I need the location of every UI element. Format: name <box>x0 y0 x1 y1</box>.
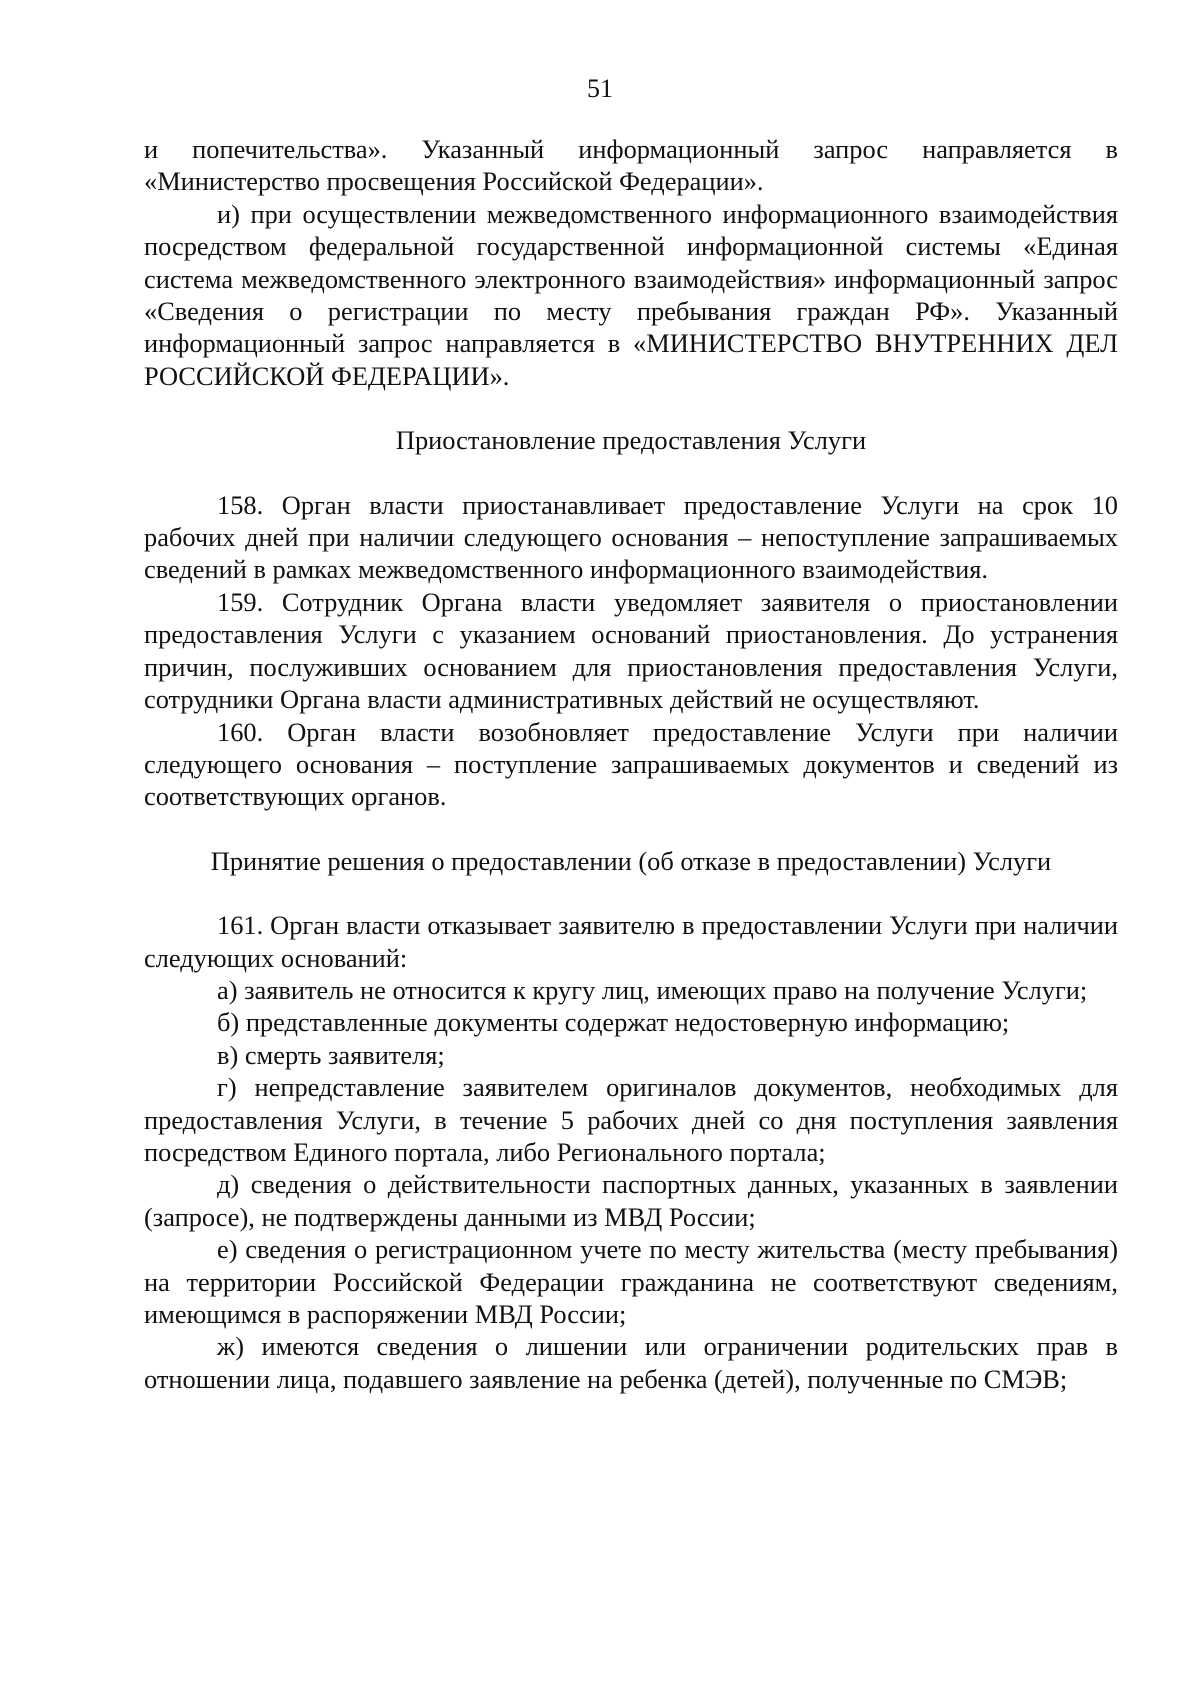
section-heading-decision: Принятие решения о предоставлении (об отказе в предоставлении) Услуги <box>210 845 1052 876</box>
section-heading-suspension: Приостановление предоставления Услуги <box>395 425 867 456</box>
document-body <box>144 133 1118 1395</box>
paragraph-159: 159. Сотрудник Органа власти уведомляет заявителя о приостановлении предоставления Услуги с указанием оснований приостановления. До устранения причин, послуживших основанием для приостановления предоставления Услуги, сотрудники Органа власти административных действий не осуществляют. <box>144 586 1118 715</box>
list-item-v: в) смерть заявителя; <box>217 1039 445 1070</box>
list-item-a: а) заявитель не относится к кругу лиц, имеющих право на получение Услуги; <box>217 974 1088 1005</box>
paragraph-item-i: и) при осуществлении межведомственного информационного взаимодействия посредством федеральной государственной информационной системы «Единая система межведомственного электронного взаимодействия» информационный запрос «Сведения о регистрации по месту пребывания граждан РФ». Указанный информационный запрос направляется в «МИНИСТЕРСТВО ВНУТРЕННИХ ДЕЛ РОССИЙСКОЙ ФЕДЕРАЦИИ». <box>144 198 1118 391</box>
paragraph-158: 158. Орган власти приостанавливает предоставление Услуги на срок 10 рабочих дней при наличии следующего основания – непоступление запрашиваемых сведений в рамках межведомственного информационного взаимодействия. <box>144 489 1118 585</box>
list-item-d: д) сведения о действительности паспортных данных, указанных в заявлении (запросе), не подтверждены данными из МВД России; <box>144 1169 1118 1232</box>
paragraph-continuation: и попечительства». Указанный информационный запрос направляется в «Министерство просвещения Российской Федерации». <box>144 134 1118 197</box>
paragraph-161: 161. Орган власти отказывает заявителю в предоставлении Услуги при наличии следующих оснований: <box>144 910 1118 973</box>
paragraph-160: 160. Орган власти возобновляет предоставление Услуги при наличии следующего основания – поступление запрашиваемых документов и сведений из соответствующих органов. <box>144 716 1118 812</box>
list-item-g: г) непредставление заявителем оригиналов документов, необходимых для предоставления Услуги, в течение 5 рабочих дней со дня поступления заявления посредством Единого портала, либо Регионального портала; <box>144 1072 1118 1167</box>
page-number: 51 <box>587 74 613 103</box>
list-item-zh: ж) имеются сведения о лишении или ограничении родительских прав в отношении лица, подавшего заявление на ребенка (детей), полученные по СМЭВ; <box>144 1331 1118 1394</box>
list-item-e: е) сведения о регистрационном учете по месту жительства (месту пребывания) на территории Российской Федерации гражданина не соответствуют сведениям, имеющимся в распоряжении МВД России; <box>144 1234 1118 1329</box>
list-item-b: б) представленные документы содержат недостоверную информацию; <box>217 1007 1010 1038</box>
